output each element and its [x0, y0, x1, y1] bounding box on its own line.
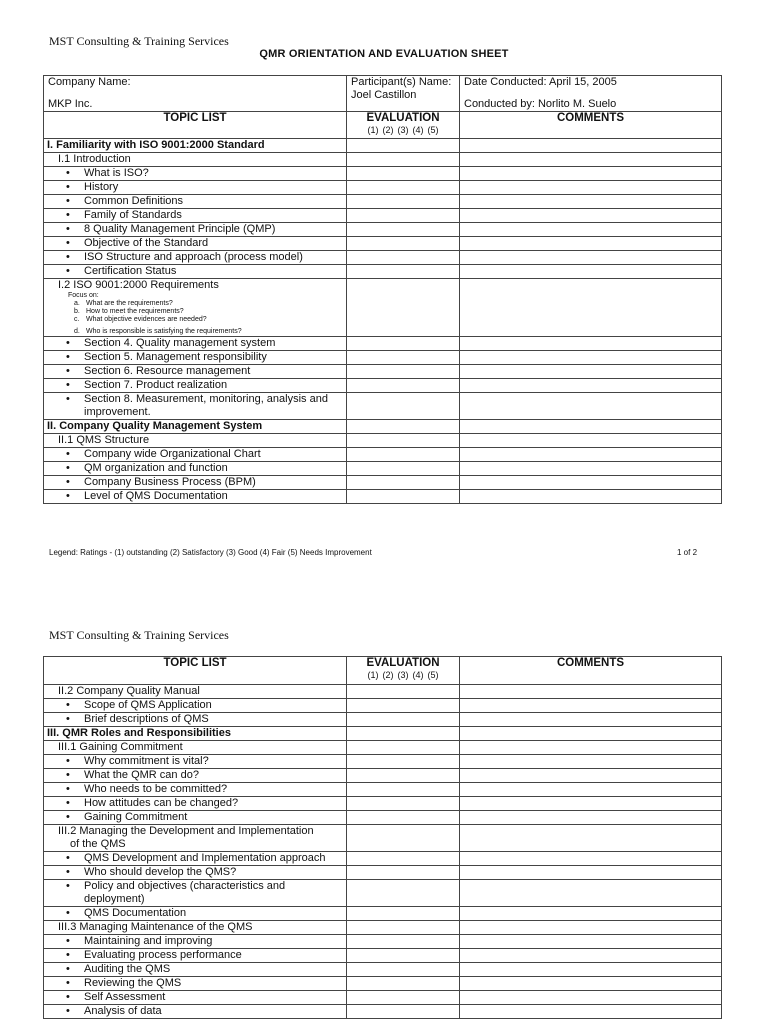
comments-cell[interactable]: [460, 991, 722, 1005]
evaluation-cell[interactable]: [347, 783, 460, 797]
comments-header: COMMENTS: [460, 657, 722, 685]
topic-cell: [44, 825, 347, 852]
bullet-icon: •: [66, 167, 70, 179]
table-row: [44, 949, 722, 963]
bullet-icon: •: [66, 935, 70, 947]
evaluation-cell[interactable]: [347, 963, 460, 977]
comments-cell[interactable]: [460, 866, 722, 880]
focus-item-text: Who is responsible is satisfying the requirements?: [86, 328, 242, 335]
focus-item-text: What are the requirements?: [86, 300, 173, 307]
comments-cell[interactable]: [460, 153, 722, 167]
comments-cell[interactable]: [460, 741, 722, 755]
rating-4: (4): [412, 125, 424, 135]
evaluation-cell[interactable]: [347, 167, 460, 181]
topic-item: Evaluating process performance: [84, 949, 242, 961]
table-row: [44, 365, 722, 379]
comments-cell[interactable]: [460, 1005, 722, 1019]
evaluation-cell[interactable]: [347, 755, 460, 769]
topic-item: Objective of the Standard: [84, 237, 209, 249]
topic-cell: [44, 365, 347, 379]
topic-cell: [44, 279, 347, 337]
subsection-title-continued: of the QMS: [70, 838, 126, 850]
company-name-header: MST Consulting & Training Services: [49, 34, 229, 48]
comments-cell[interactable]: [460, 462, 722, 476]
comments-cell[interactable]: [460, 167, 722, 181]
topic-cell: [44, 783, 347, 797]
rating-5: (5): [427, 670, 439, 680]
bullet-icon: •: [66, 251, 70, 263]
evaluation-cell[interactable]: [347, 769, 460, 783]
evaluation-table-page1: [43, 75, 722, 504]
topic-item: Gaining Commitment: [84, 811, 188, 823]
evaluation-cell[interactable]: [347, 337, 460, 351]
evaluation-cell[interactable]: [347, 949, 460, 963]
topic-cell: [44, 209, 347, 223]
topic-item: Section 5. Management responsibility: [84, 351, 267, 363]
comments-cell[interactable]: [460, 963, 722, 977]
evaluation-cell[interactable]: [347, 351, 460, 365]
table-row: [44, 490, 722, 504]
topic-item: Company wide Organizational Chart: [84, 448, 261, 460]
focus-item-text: What objective evidences are needed?: [86, 316, 207, 323]
table-row: [44, 727, 722, 741]
comments-cell[interactable]: [460, 365, 722, 379]
table-row: [44, 223, 722, 237]
comments-cell[interactable]: [460, 237, 722, 251]
topic-cell: [44, 265, 347, 279]
table-row: [44, 797, 722, 811]
bullet-icon: •: [66, 379, 70, 391]
evaluation-cell[interactable]: [347, 852, 460, 866]
topic-cell: [44, 223, 347, 237]
bullet-icon: •: [66, 963, 70, 975]
participant-value: Joel Castillon: [351, 89, 417, 101]
comments-cell[interactable]: [460, 181, 722, 195]
table-row: [44, 279, 722, 337]
table-row: [44, 379, 722, 393]
topic-item: ISO Structure and approach (process model): [84, 251, 303, 263]
topic-item: Scope of QMS Application: [84, 699, 212, 711]
table-row: [44, 462, 722, 476]
evaluation-cell[interactable]: [347, 921, 460, 935]
table-row: [44, 237, 722, 251]
topic-item: Policy and objectives (characteristics and deployment): [84, 880, 286, 905]
topic-cell: [44, 963, 347, 977]
comments-cell[interactable]: [460, 490, 722, 504]
bullet-icon: •: [66, 351, 70, 363]
topic-cell: III.3 Managing Maintenance of the QMS: [44, 921, 347, 935]
topic-item: QM organization and function: [84, 462, 228, 474]
subsection-title: III.2 Managing the Development and Implementation: [58, 825, 314, 837]
topic-item: Company Business Process (BPM): [84, 476, 256, 488]
topic-cell: [44, 181, 347, 195]
table-row: [44, 167, 722, 181]
evaluation-cell[interactable]: [347, 279, 460, 337]
rating-scale: [347, 670, 459, 680]
rating-scale: [347, 125, 459, 135]
topic-cell: [44, 949, 347, 963]
evaluation-cell[interactable]: [347, 434, 460, 448]
bullet-icon: •: [66, 713, 70, 725]
table-row: [44, 852, 722, 866]
table-row: [44, 393, 722, 420]
rating-3: (3): [397, 670, 409, 680]
table-row: [44, 741, 722, 755]
bullet-icon: •: [66, 462, 70, 474]
topic-item: Auditing the QMS: [84, 963, 171, 975]
comments-cell[interactable]: [460, 139, 722, 153]
table-row: [44, 448, 722, 462]
comments-cell[interactable]: [460, 797, 722, 811]
topic-item: Section 7. Product realization: [84, 379, 228, 391]
comments-cell[interactable]: [460, 852, 722, 866]
comments-cell[interactable]: [460, 337, 722, 351]
bullet-icon: •: [66, 949, 70, 961]
comments-cell[interactable]: [460, 476, 722, 490]
topic-cell: II. Company Quality Management System: [44, 420, 347, 434]
bullet-icon: •: [66, 797, 70, 809]
evaluation-cell[interactable]: [347, 991, 460, 1005]
evaluation-cell[interactable]: [347, 727, 460, 741]
page-number: 1 of 2: [677, 548, 698, 557]
bullet-icon: •: [66, 195, 70, 207]
participant-label: Participant(s) Name:: [351, 76, 452, 88]
evaluation-cell[interactable]: [347, 977, 460, 991]
evaluation-cell[interactable]: [347, 490, 460, 504]
comments-cell[interactable]: [460, 685, 722, 699]
table-row: [44, 476, 722, 490]
topic-item: Section 6. Resource management: [84, 365, 251, 377]
evaluation-cell[interactable]: [347, 237, 460, 251]
topic-cell: [44, 476, 347, 490]
topic-cell: [44, 448, 347, 462]
table-row: [44, 866, 722, 880]
evaluation-title: EVALUATION: [366, 112, 440, 124]
bullet-icon: •: [66, 209, 70, 221]
evaluation-cell[interactable]: [347, 880, 460, 907]
evaluation-cell[interactable]: [347, 797, 460, 811]
evaluation-cell[interactable]: [347, 713, 460, 727]
evaluation-cell[interactable]: [347, 741, 460, 755]
table-row: [44, 351, 722, 365]
rating-1: (1): [367, 670, 379, 680]
bullet-icon: •: [66, 977, 70, 989]
comments-cell[interactable]: [460, 265, 722, 279]
bullet-icon: •: [66, 1005, 70, 1017]
topic-cell: [44, 237, 347, 251]
comments-cell[interactable]: [460, 713, 722, 727]
topic-item: Why commitment is vital?: [84, 755, 209, 767]
bullet-icon: •: [66, 991, 70, 1003]
comments-cell[interactable]: [460, 195, 722, 209]
evaluation-cell[interactable]: [347, 393, 460, 420]
table-row: [44, 991, 722, 1005]
topic-item: QMS Documentation: [84, 907, 187, 919]
topic-cell: [44, 755, 347, 769]
evaluation-cell[interactable]: [347, 181, 460, 195]
comments-cell[interactable]: [460, 251, 722, 265]
table-row: [44, 434, 722, 448]
topic-item: What is ISO?: [84, 167, 149, 179]
topic-cell: [44, 797, 347, 811]
rating-1: (1): [367, 125, 379, 135]
topic-cell: [44, 880, 347, 907]
conducted-by: Conducted by: Norlito M. Suelo: [464, 98, 617, 110]
comments-cell[interactable]: [460, 825, 722, 852]
date-conducted: Date Conducted: April 15, 2005: [464, 76, 617, 88]
table-row: [44, 977, 722, 991]
company-name-label: Company Name:: [48, 76, 131, 88]
bullet-icon: •: [66, 448, 70, 460]
comments-cell[interactable]: [460, 379, 722, 393]
table-row: [44, 755, 722, 769]
topic-list-header: TOPIC LIST: [44, 657, 347, 685]
topic-cell: [44, 866, 347, 880]
topic-item: 8 Quality Management Principle (QMP): [84, 223, 276, 235]
topic-item: How attitudes can be changed?: [84, 797, 239, 809]
comments-cell[interactable]: [460, 420, 722, 434]
table-row: [44, 921, 722, 935]
focus-item: [68, 308, 346, 316]
focus-item-text: How to meet the requirements?: [86, 308, 184, 315]
bullet-icon: •: [66, 181, 70, 193]
topic-cell: I. Familiarity with ISO 9001:2000 Standard: [44, 139, 347, 153]
topic-cell: [44, 462, 347, 476]
bullet-icon: •: [66, 699, 70, 711]
evaluation-cell[interactable]: [347, 379, 460, 393]
rating-2: (2): [382, 125, 394, 135]
company-name-header-page2: MST Consulting & Training Services: [49, 628, 229, 642]
table-row: [44, 139, 722, 153]
focus-item: [68, 300, 346, 308]
bullet-icon: •: [66, 811, 70, 823]
evaluation-cell[interactable]: [347, 825, 460, 852]
comments-cell[interactable]: [460, 448, 722, 462]
comments-cell[interactable]: [460, 935, 722, 949]
topic-item: What the QMR can do?: [84, 769, 199, 781]
topic-list-header: TOPIC LIST: [44, 112, 347, 139]
table-row: [44, 880, 722, 907]
evaluation-cell[interactable]: [347, 195, 460, 209]
bullet-icon: •: [66, 490, 70, 502]
table-row: [44, 963, 722, 977]
info-row: [44, 76, 722, 112]
topic-item: QMS Development and Implementation approach: [84, 852, 326, 864]
focus-item: [68, 316, 346, 324]
evaluation-cell[interactable]: [347, 265, 460, 279]
bullet-icon: •: [66, 223, 70, 235]
company-name-value: MKP Inc.: [48, 98, 93, 110]
topic-item: Self Assessment: [84, 991, 166, 1003]
comments-cell[interactable]: [460, 279, 722, 337]
table-row: [44, 153, 722, 167]
focus-item: [68, 328, 346, 336]
evaluation-cell[interactable]: [347, 153, 460, 167]
focus-item-letter: c.: [74, 316, 80, 323]
topic-cell: [44, 251, 347, 265]
table-header-row: [44, 112, 722, 139]
comments-cell[interactable]: [460, 755, 722, 769]
subsection-title: I.2 ISO 9001:2000 Requirements: [58, 279, 219, 291]
evaluation-cell[interactable]: [347, 365, 460, 379]
evaluation-cell[interactable]: [347, 1005, 460, 1019]
comments-cell[interactable]: [460, 393, 722, 420]
evaluation-header: [347, 657, 460, 685]
bullet-icon: •: [66, 907, 70, 919]
evaluation-cell[interactable]: [347, 811, 460, 825]
evaluation-cell[interactable]: [347, 448, 460, 462]
evaluation-title: EVALUATION: [366, 657, 440, 669]
topic-cell: III.1 Gaining Commitment: [44, 741, 347, 755]
comments-cell[interactable]: [460, 880, 722, 907]
table-row: [44, 699, 722, 713]
rating-3: (3): [397, 125, 409, 135]
topic-cell: II.1 QMS Structure: [44, 434, 347, 448]
evaluation-cell[interactable]: [347, 476, 460, 490]
topic-cell: [44, 1005, 347, 1019]
bullet-icon: •: [66, 337, 70, 349]
topic-cell: [44, 351, 347, 365]
evaluation-cell[interactable]: [347, 420, 460, 434]
table-header-row: [44, 657, 722, 685]
evaluation-cell[interactable]: [347, 223, 460, 237]
evaluation-cell[interactable]: [347, 699, 460, 713]
table-row: [44, 209, 722, 223]
table-row: [44, 713, 722, 727]
bullet-icon: •: [66, 880, 70, 892]
topic-cell: [44, 852, 347, 866]
comments-cell[interactable]: [460, 727, 722, 741]
comments-cell[interactable]: [460, 783, 722, 797]
comments-cell[interactable]: [460, 811, 722, 825]
comments-cell[interactable]: [460, 434, 722, 448]
topic-item: Section 8. Measurement, monitoring, analysis and improvement.: [84, 393, 328, 418]
comments-cell[interactable]: [460, 949, 722, 963]
table-row: [44, 195, 722, 209]
bullet-icon: •: [66, 393, 70, 405]
bullet-icon: •: [66, 783, 70, 795]
table-row: [44, 935, 722, 949]
topic-item: Who needs to be committed?: [84, 783, 228, 795]
topic-cell: [44, 490, 347, 504]
bullet-icon: •: [66, 476, 70, 488]
topic-cell: I.1 Introduction: [44, 153, 347, 167]
table-row: [44, 769, 722, 783]
topic-cell: [44, 699, 347, 713]
evaluation-cell[interactable]: [347, 866, 460, 880]
comments-cell[interactable]: [460, 907, 722, 921]
comments-cell[interactable]: [460, 223, 722, 237]
comments-cell[interactable]: [460, 769, 722, 783]
topic-item: History: [84, 181, 119, 193]
topic-item: Brief descriptions of QMS: [84, 713, 209, 725]
focus-item-letter: d.: [74, 328, 80, 335]
comments-cell[interactable]: [460, 977, 722, 991]
topic-item: Level of QMS Documentation: [84, 490, 228, 502]
focus-label: Focus on:: [68, 292, 99, 299]
bullet-icon: •: [66, 237, 70, 249]
topic-cell: [44, 337, 347, 351]
rating-2: (2): [382, 670, 394, 680]
topic-item: Analysis of data: [84, 1005, 162, 1017]
evaluation-cell[interactable]: [347, 462, 460, 476]
table-row: [44, 420, 722, 434]
table-row: [44, 337, 722, 351]
bullet-icon: •: [66, 755, 70, 767]
bullet-icon: •: [66, 769, 70, 781]
comments-cell[interactable]: [460, 699, 722, 713]
evaluation-cell[interactable]: [347, 935, 460, 949]
evaluation-table-page2: [43, 656, 722, 1019]
table-row: [44, 811, 722, 825]
topic-item: Certification Status: [84, 265, 177, 277]
bullet-icon: •: [66, 866, 70, 878]
legend: Legend: Ratings - (1) outstanding (2) Satisfactory (3) Good (4) Fair (5) Needs Improvement: [49, 548, 372, 557]
topic-cell: [44, 935, 347, 949]
topic-item: Common Definitions: [84, 195, 184, 207]
bullet-icon: •: [66, 852, 70, 864]
comments-cell[interactable]: [460, 209, 722, 223]
topic-cell: [44, 393, 347, 420]
topic-item: Family of Standards: [84, 209, 182, 221]
topic-item: Section 4. Quality management system: [84, 337, 276, 349]
sheet-title: QMR ORIENTATION AND EVALUATION SHEET: [259, 48, 509, 60]
focus-item-letter: a.: [74, 300, 80, 307]
topic-cell: [44, 907, 347, 921]
topic-cell: [44, 195, 347, 209]
table-row: [44, 251, 722, 265]
topic-cell: [44, 769, 347, 783]
table-row: [44, 1005, 722, 1019]
table-row: [44, 783, 722, 797]
topic-item: Reviewing the QMS: [84, 977, 182, 989]
table-row: [44, 181, 722, 195]
topic-cell: [44, 977, 347, 991]
table-row: [44, 685, 722, 699]
table-row: [44, 265, 722, 279]
comments-cell[interactable]: [460, 921, 722, 935]
evaluation-cell[interactable]: [347, 139, 460, 153]
comments-cell[interactable]: [460, 351, 722, 365]
evaluation-cell[interactable]: [347, 685, 460, 699]
topic-cell: [44, 379, 347, 393]
topic-cell: II.2 Company Quality Manual: [44, 685, 347, 699]
evaluation-header: [347, 112, 460, 139]
table-row: [44, 907, 722, 921]
evaluation-cell[interactable]: [347, 251, 460, 265]
bullet-icon: •: [66, 265, 70, 277]
table-row: [44, 825, 722, 852]
focus-item-letter: b.: [74, 308, 80, 315]
comments-header: COMMENTS: [460, 112, 722, 139]
bullet-icon: •: [66, 365, 70, 377]
evaluation-cell[interactable]: [347, 209, 460, 223]
rating-5: (5): [427, 125, 439, 135]
topic-cell: III. QMR Roles and Responsibilities: [44, 727, 347, 741]
topic-cell: [44, 991, 347, 1005]
topic-item: Who should develop the QMS?: [84, 866, 237, 878]
topic-cell: [44, 167, 347, 181]
rating-4: (4): [412, 670, 424, 680]
topic-item: Maintaining and improving: [84, 935, 213, 947]
topic-cell: [44, 811, 347, 825]
evaluation-cell[interactable]: [347, 907, 460, 921]
topic-cell: [44, 713, 347, 727]
